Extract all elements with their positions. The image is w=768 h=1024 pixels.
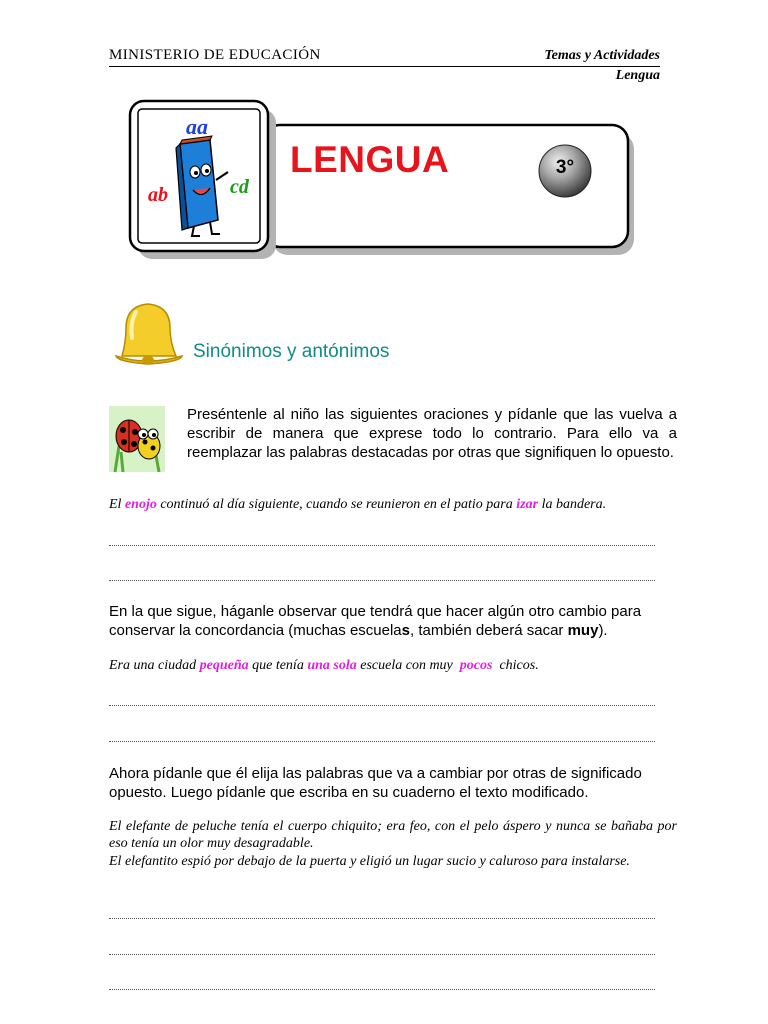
answer-line[interactable] [109,545,655,546]
letters-left: ab [148,184,168,206]
series-name: Temas y Actividades [544,48,660,63]
highlighted-word: izar [516,497,539,512]
bell-icon [108,298,186,370]
page-header [109,46,660,67]
grade-label: 3° [555,157,575,178]
example-sentence-1 [109,496,677,513]
highlighted-word: una sola [307,658,357,673]
intro-paragraph: Preséntenle al niño las siguientes oraciones y pídanle que las vuelva a escribir de manera que exprese todo lo contrario. Para ello va a reemplazar las palabras destacadas por otras que signifiquen lo opuesto. [187,406,677,461]
text: que tenía [248,658,308,673]
example-text-3-line-1: El elefante de peluche tenía el cuerpo chiquito; era feo, con el pelo áspero y nunca se bañaba por eso tenía un olor muy desagradable. [109,819,677,851]
example-text-3-line-2: El elefantito espió por debajo de la puerta y eligió un lugar sucio y caluroso para instalarse. [109,854,630,869]
text: escuela con muy [356,658,460,673]
highlighted-word: pocos [459,658,493,673]
example-sentence-2 [109,657,677,674]
answer-line[interactable] [109,918,655,919]
text: ). [598,622,608,639]
instruction-paragraph-2 [109,602,677,640]
ladybugs-icon [109,406,165,472]
text: El [109,497,125,512]
highlighted-word: enojo [124,497,157,512]
text: chicos. [492,658,539,673]
ministry-name: MINISTERIO DE EDUCACIÓN [109,47,321,63]
answer-line[interactable] [109,954,655,955]
letters-top: aa [186,114,208,139]
answer-line[interactable] [109,741,655,742]
text: Era una ciudad [109,658,200,673]
section-title: Sinónimos y antónimos [193,341,390,362]
text: En la que sigue, háganle observar que tendrá que hacer algún otro cambio para conservar la concordancia (muchas escuela [109,603,642,639]
highlighted-word: pequeña [199,658,249,673]
bold-text: s [401,622,410,639]
text: , también deberá sacar [410,622,568,639]
banner-title: LENGUA [290,139,450,180]
bold-text: muy [567,622,599,639]
answer-line[interactable] [109,705,655,706]
text: la bandera. [538,497,607,512]
letters-right: cd [230,176,249,198]
subject-name: Lengua [615,68,660,83]
answer-line[interactable] [109,989,655,990]
instruction-paragraph-3: Ahora pídanle que él elija las palabras que va a cambiar por otras de significado opuesto. Luego pídanle que escriba en su cuaderno el texto modificado. [109,765,642,801]
answer-line[interactable] [109,580,655,581]
text: continuó al día siguiente, cuando se reunieron en el patio para [156,497,517,512]
